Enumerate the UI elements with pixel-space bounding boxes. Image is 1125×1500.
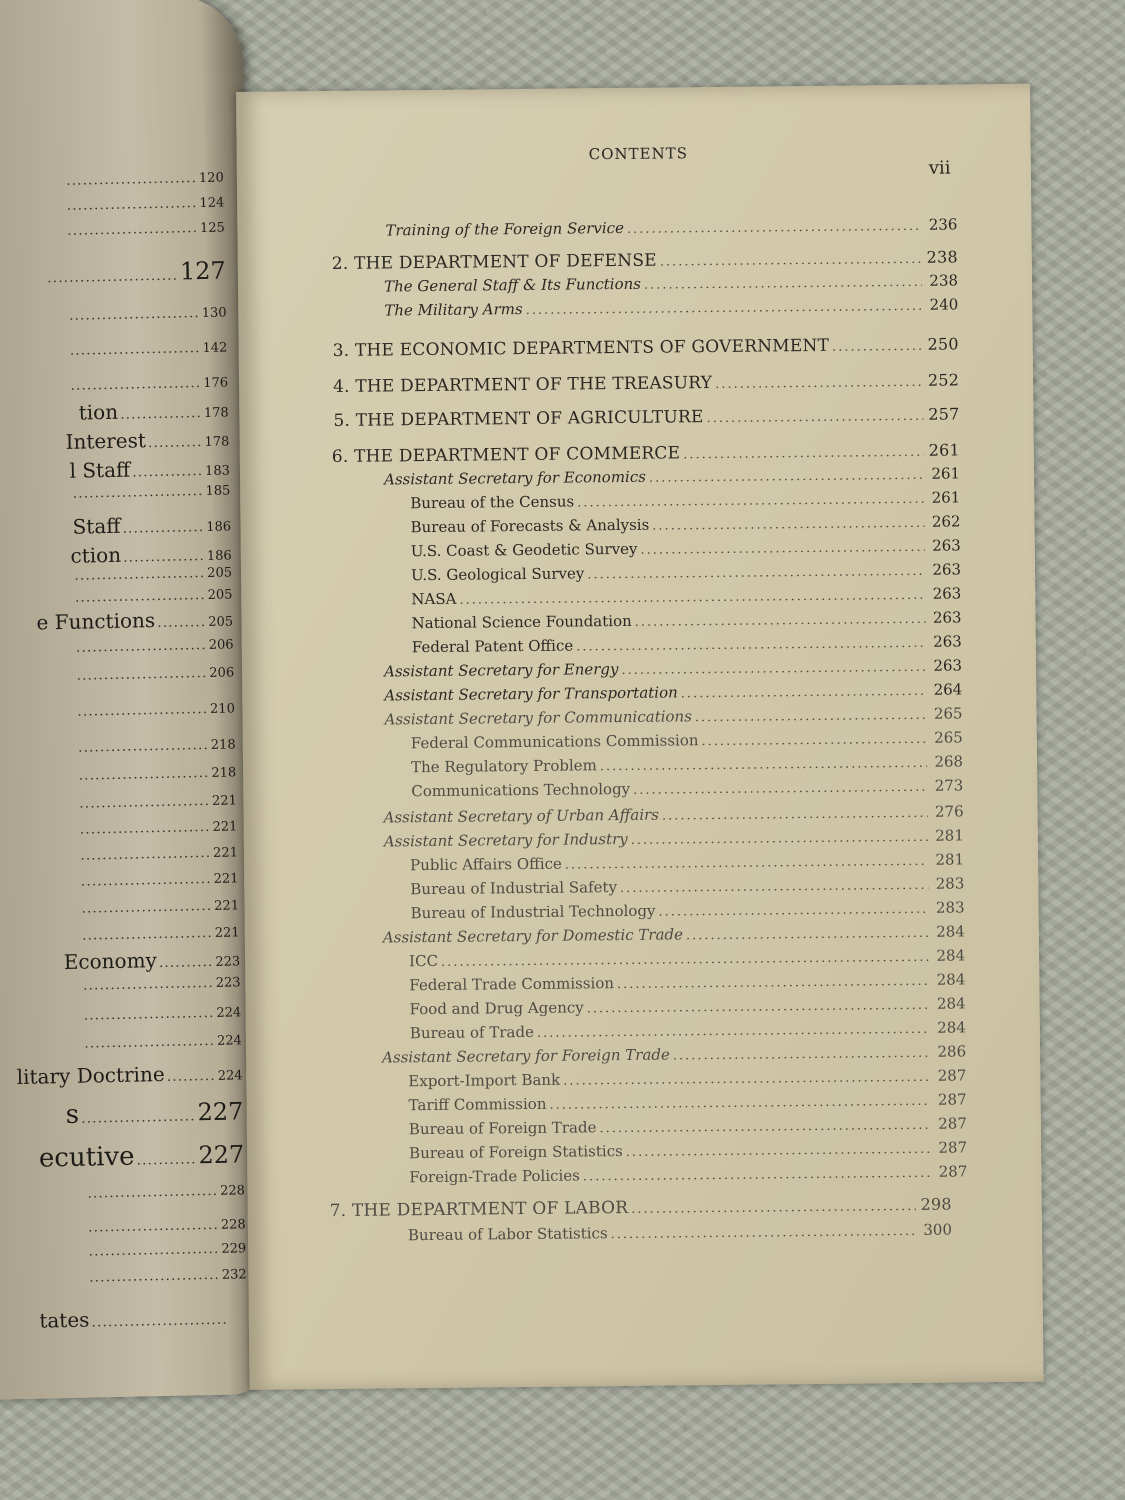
- toc-row: ........................ 228: [87, 1216, 246, 1236]
- toc-entry-subsection: Public Affairs Office ..... 281: [410, 850, 964, 874]
- toc-entry-subsection: Bureau of Foreign Statistics ..... 287: [409, 1138, 967, 1162]
- toc-entry-subsection: Bureau of Forecasts & Analysis ..... 262: [410, 512, 960, 536]
- toc-row: ........................ 124: [66, 195, 225, 214]
- toc-row: ........................ 127: [47, 256, 227, 287]
- toc-row: ........................ 223: [82, 974, 241, 994]
- toc-row: ........................ 205: [74, 564, 233, 584]
- toc-row: ........................ 224: [84, 1032, 243, 1052]
- toc-entry-subsection: Bureau of Foreign Trade ..... 287: [409, 1114, 967, 1138]
- toc-entry-section: Assistant Secretary for Energy ..... 263: [384, 656, 962, 680]
- toc-row: ........................ 205: [74, 586, 233, 606]
- toc-entry-section: Assistant Secretary for Transportation ..... 264: [384, 680, 962, 704]
- running-header-title: CONTENTS: [588, 144, 689, 164]
- toc-row: ........................ 120: [66, 170, 224, 189]
- toc-entry-subsection: NASA ..... 263: [411, 584, 961, 608]
- toc-row: ........................ 229: [88, 1240, 247, 1260]
- toc-row: tion ............... 178: [78, 399, 229, 425]
- toc-row: ........................ 221: [79, 818, 238, 838]
- toc-entry-chapter: 3. THE ECONOMIC DEPARTMENTS OF GOVERNMENT ..... 250: [333, 334, 959, 361]
- toc-row: ........................ 228: [87, 1182, 246, 1202]
- toc-row: ........................ 206: [75, 636, 234, 656]
- toc-row: ........................ 221: [81, 897, 240, 917]
- toc-entry-section: Assistant Secretary for Economics ..... 261: [384, 464, 960, 488]
- toc-entry-subsection: National Science Foundation ..... 263: [411, 608, 961, 632]
- toc-entry-subsection: Foreign-Trade Policies ..... 287: [409, 1162, 967, 1186]
- left-page: [0, 0, 271, 1400]
- toc-entry-chapter: 7. THE DEPARTMENT OF LABOR ..... 298: [330, 1195, 952, 1222]
- toc-row: ........................ 206: [76, 664, 235, 684]
- toc-entry-subsection: Federal Trade Commission ..... 284: [409, 970, 965, 994]
- toc-entry-subsection: Bureau of Industrial Safety ..... 283: [410, 874, 964, 898]
- toc-entry-chapter: 2. THE DEPARTMENT OF DEFENSE ..... 238: [332, 247, 958, 274]
- toc-row: ction ............... 186: [70, 542, 232, 568]
- toc-entry-subsection: Export-Import Bank ..... 287: [408, 1066, 966, 1090]
- toc-row: e Functions ......... 205: [36, 608, 234, 635]
- toc-entry-subsection: Bureau of Industrial Technology ..... 283: [411, 898, 965, 922]
- toc-row: litary Doctrine ......... 224: [16, 1061, 243, 1090]
- toc-row: ........................ 221: [79, 792, 237, 812]
- toc-entry-subsection: Bureau of the Census ..... 261: [410, 488, 960, 512]
- toc-entry-subsection: U.S. Geological Survey ..... 263: [411, 560, 961, 584]
- toc-entry-chapter: 4. THE DEPARTMENT OF THE TREASURY ..... 252: [333, 370, 959, 397]
- toc-row: ecutive ........... 227: [38, 1140, 245, 1174]
- toc-row: ........................ 210: [77, 700, 236, 720]
- toc-entry-section: Assistant Secretary for Industry ..... 281: [384, 826, 964, 850]
- page-number: vii: [928, 157, 951, 179]
- toc-row: Staff ............... 186: [72, 513, 232, 539]
- toc-row: ........................ 221: [81, 924, 240, 944]
- toc-entry-subsection: The Regulatory Problem ..... 268: [411, 752, 963, 776]
- toc-row: ........................ 176: [70, 375, 229, 394]
- toc-entry-section: Assistant Secretary for Communications ..... 265: [384, 704, 962, 728]
- toc-row: s ..................... 227: [65, 1097, 244, 1131]
- toc-entry-subsection: Bureau of Labor Statistics ..... 300: [408, 1221, 952, 1245]
- toc-entry-section: The Military Arms ..... 240: [384, 295, 958, 319]
- toc-entry-section: Assistant Secretary for Domestic Trade ..... 284: [383, 922, 965, 946]
- toc-row: Economy .......... 223: [63, 948, 241, 975]
- toc-row: ........................ 125: [67, 220, 225, 239]
- toc-entry-subsection: Federal Communications Commission ..... 265: [411, 728, 963, 752]
- toc-row: ........................ 142: [69, 340, 228, 359]
- toc-row: l Staff ............. 183: [69, 457, 231, 483]
- toc-row: tates .........................: [39, 1307, 228, 1333]
- toc-row: ........................ 221: [80, 844, 239, 864]
- toc-row: ........................ 218: [78, 764, 237, 784]
- toc-entry-subsection: ICC ..... 284: [409, 946, 965, 970]
- toc-entry-subsection: Federal Patent Office ..... 263: [412, 632, 962, 656]
- toc-row: ........................ 221: [80, 870, 239, 890]
- toc-entry-subsection: Tariff Commission ..... 287: [409, 1090, 967, 1114]
- toc-entry-subsection: Food and Drug Agency ..... 284: [410, 994, 966, 1018]
- toc-entry-section: The General Staff & Its Functions ..... 238: [384, 271, 958, 295]
- toc-entry-subsection: U.S. Coast & Geodetic Survey ..... 263: [411, 536, 961, 560]
- toc-entry-chapter: 6. THE DEPARTMENT OF COMMERCE ..... 261: [332, 440, 960, 467]
- toc-row: ........................ 224: [83, 1004, 242, 1024]
- toc-entry-subsection: Bureau of Trade ..... 284: [410, 1018, 966, 1042]
- toc-row: ........................ 130: [68, 305, 227, 324]
- toc-entry-section: Assistant Secretary for Foreign Trade ..... 286: [382, 1042, 966, 1066]
- toc-entry-chapter: 5. THE DEPARTMENT OF AGRICULTURE ..... 257: [333, 404, 959, 431]
- toc-row: ........................ 185: [72, 483, 231, 502]
- toc-entry-subsection: Communications Technology ..... 273: [411, 776, 963, 800]
- toc-entry-section: Training of the Foreign Service ..... 236: [385, 215, 957, 239]
- right-page: [236, 84, 1044, 1390]
- toc-row: ........................ 218: [77, 736, 236, 756]
- toc-row: Interest .......... 178: [65, 428, 230, 454]
- toc-entry-section: Assistant Secretary of Urban Affairs ..... 276: [384, 802, 964, 826]
- toc-row: ........................ 232: [88, 1266, 247, 1286]
